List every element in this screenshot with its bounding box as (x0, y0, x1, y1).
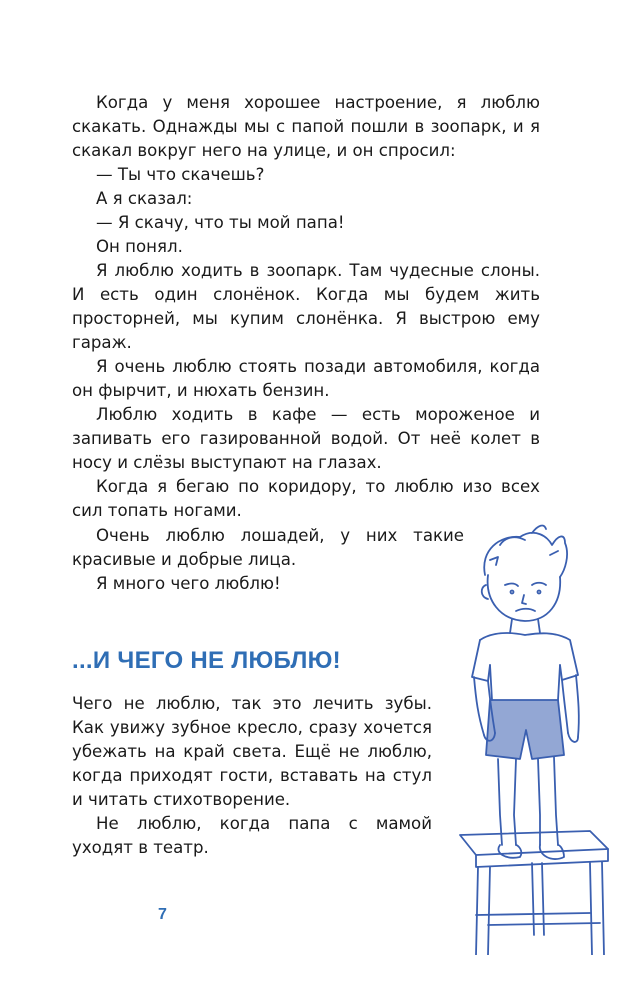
section-heading: ...И ЧЕГО НЕ ЛЮБЛЮ! (72, 647, 341, 674)
paragraph: Люблю ходить в кафе — есть мороженое и запивать его газированной водой. От неё колет в носу и слёзы выступают на глазах. (72, 405, 540, 472)
paragraph: А я сказал: (96, 189, 193, 208)
text-block-bottom (72, 692, 432, 860)
paragraph: Когда у меня хорошее настроение, я люблю скакать. Однажды мы с папой пошли в зоопарк, и я скакал вокруг него на улице, и он спросил: (72, 93, 540, 160)
paragraph: Когда я бегаю по коридору, то люблю изо всех сил топать ногами. (72, 477, 540, 520)
paragraph: Очень люблю лошадей, у них такие красивые и добрые лица. (72, 526, 464, 569)
text-block-middle (72, 524, 464, 596)
paragraph: Я много чего люблю! (96, 574, 281, 593)
paragraph: Я люблю ходить в зоопарк. Там чудесные слоны. И есть один слонёнок. Когда мы будем жить просторней, мы купим слонёнка. Я выстрою ему гараж. (72, 261, 540, 352)
text-block-top (72, 91, 540, 523)
paragraph: Я очень люблю стоять позади автомобиля, когда он фырчит, и нюхать бензин. (72, 357, 540, 400)
paragraph: — Я скачу, что ты мой папа! (96, 213, 345, 232)
paragraph: Он понял. (96, 237, 183, 256)
paragraph: Чего не люблю, так это лечить зубы. Как увижу зубное кресло, сразу хочется убежать на край света. Ещё не люблю, когда приходят гости, вставать на стул и читать стихотворение. (72, 694, 432, 809)
paragraph: Не люблю, когда папа с мамой уходят в театр. (72, 814, 432, 857)
page-number: 7 (158, 906, 167, 923)
boy-on-stool-drawing-icon (440, 515, 630, 955)
paragraph: — Ты что скачешь? (96, 165, 265, 184)
